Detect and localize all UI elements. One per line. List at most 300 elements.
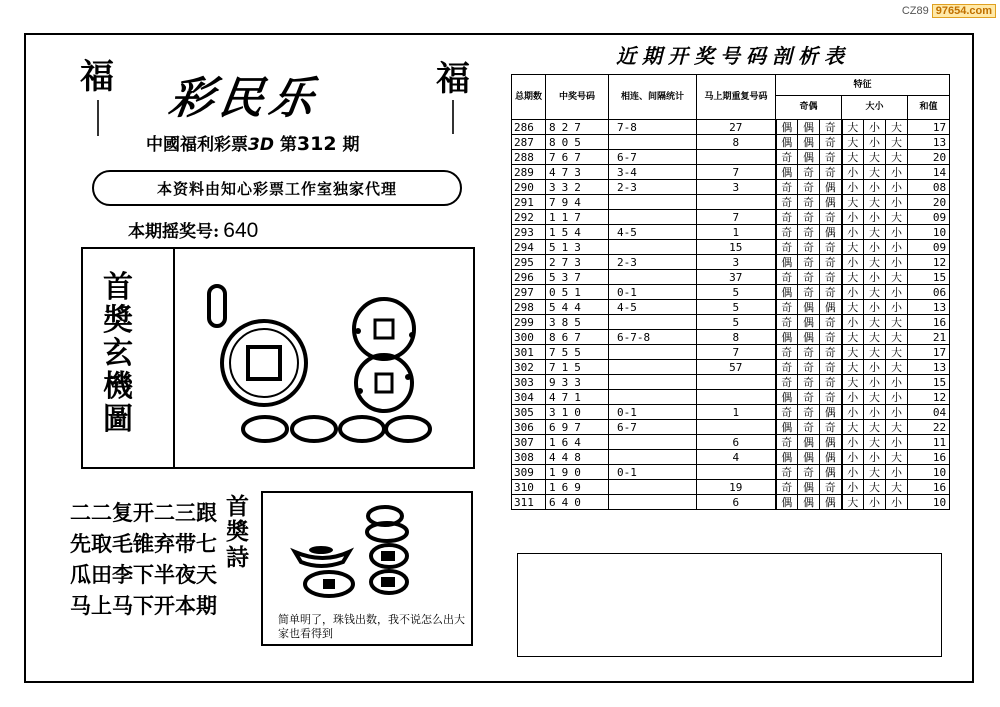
watermark-site: 97654.com <box>932 4 996 18</box>
gap-cell <box>609 435 697 450</box>
number-cell: 827 <box>546 120 609 135</box>
odd-even-cell: 偶 <box>798 450 820 465</box>
big-small-cell: 大 <box>842 360 864 375</box>
odd-even-cell: 偶 <box>776 495 798 510</box>
table-row <box>512 495 950 510</box>
big-small-cell: 大 <box>864 315 886 330</box>
big-small-cell: 小 <box>842 255 864 270</box>
big-small-cell: 大 <box>864 345 886 360</box>
odd-even-cell: 偶 <box>820 495 842 510</box>
number-cell: 697 <box>546 420 609 435</box>
odd-even-cell: 奇 <box>776 345 798 360</box>
issue-mid: 第 <box>279 135 297 155</box>
period-cell: 308 <box>512 450 546 465</box>
big-small-cell: 大 <box>886 150 908 165</box>
issue-line <box>146 130 359 155</box>
big-small-cell: 大 <box>842 135 864 150</box>
sum-cell: 04 <box>908 405 950 420</box>
odd-even-cell: 奇 <box>776 405 798 420</box>
big-small-cell: 小 <box>886 180 908 195</box>
analysis-table <box>511 74 950 510</box>
big-small-cell: 大 <box>864 420 886 435</box>
big-small-cell: 大 <box>842 270 864 285</box>
big-small-cell: 小 <box>842 180 864 195</box>
big-small-cell: 小 <box>886 300 908 315</box>
period-cell: 306 <box>512 420 546 435</box>
repeat-cell: 7 <box>697 345 776 360</box>
puzzle-label-char: 玄 <box>103 336 133 371</box>
period-cell: 292 <box>512 210 546 225</box>
big-small-cell: 大 <box>886 120 908 135</box>
header-period: 总期数 <box>512 75 546 120</box>
odd-even-cell: 偶 <box>776 165 798 180</box>
gap-cell <box>609 375 697 390</box>
repeat-cell: 3 <box>697 180 776 195</box>
odd-even-cell: 奇 <box>798 420 820 435</box>
big-small-cell: 小 <box>842 315 864 330</box>
number-cell: 164 <box>546 435 609 450</box>
puzzle-box <box>81 247 475 469</box>
gap-cell <box>609 135 697 150</box>
odd-even-cell: 偶 <box>820 450 842 465</box>
table-row <box>512 225 950 240</box>
gap-cell: 6-7 <box>609 150 697 165</box>
gap-cell <box>609 480 697 495</box>
big-small-cell: 小 <box>864 240 886 255</box>
sum-cell: 13 <box>908 300 950 315</box>
gap-cell <box>609 450 697 465</box>
number-cell: 794 <box>546 195 609 210</box>
number-cell: 640 <box>546 495 609 510</box>
big-small-cell: 大 <box>886 135 908 150</box>
table-row <box>512 345 950 360</box>
odd-even-cell: 奇 <box>798 270 820 285</box>
big-small-cell: 小 <box>864 210 886 225</box>
number-cell: 805 <box>546 135 609 150</box>
odd-even-cell: 奇 <box>798 165 820 180</box>
big-small-cell: 大 <box>864 465 886 480</box>
big-small-cell: 小 <box>886 225 908 240</box>
table-row <box>512 420 950 435</box>
odd-even-cell: 偶 <box>798 480 820 495</box>
period-cell: 290 <box>512 180 546 195</box>
odd-even-cell: 奇 <box>776 300 798 315</box>
table-row <box>512 240 950 255</box>
table-row <box>512 180 950 195</box>
big-small-cell: 大 <box>886 420 908 435</box>
treasure-picture <box>283 498 458 610</box>
big-small-cell: 大 <box>842 375 864 390</box>
draw-label: 本期摇奖号: <box>128 222 220 242</box>
period-cell: 311 <box>512 495 546 510</box>
period-cell: 302 <box>512 360 546 375</box>
repeat-cell: 4 <box>697 450 776 465</box>
coin-picture <box>176 251 472 465</box>
sum-cell: 10 <box>908 495 950 510</box>
odd-even-cell: 奇 <box>820 255 842 270</box>
issue-prefix: 中國福利彩票 <box>146 135 248 155</box>
poem-label <box>226 494 249 570</box>
big-small-cell: 小 <box>886 465 908 480</box>
number-cell: 933 <box>546 375 609 390</box>
big-small-cell: 小 <box>886 375 908 390</box>
gap-cell: 2-3 <box>609 180 697 195</box>
gap-cell <box>609 360 697 375</box>
odd-even-cell: 奇 <box>776 360 798 375</box>
big-small-cell: 大 <box>864 165 886 180</box>
table-row <box>512 480 950 495</box>
table-row <box>512 330 950 345</box>
odd-even-cell: 奇 <box>776 180 798 195</box>
odd-even-cell: 奇 <box>776 240 798 255</box>
period-cell: 288 <box>512 150 546 165</box>
gap-cell: 7-8 <box>609 120 697 135</box>
odd-even-cell: 偶 <box>798 315 820 330</box>
repeat-cell: 6 <box>697 495 776 510</box>
repeat-cell <box>697 465 776 480</box>
poem-line: 马上马下开本期 <box>70 594 217 618</box>
table-row <box>512 375 950 390</box>
period-cell: 310 <box>512 480 546 495</box>
repeat-cell <box>697 390 776 405</box>
odd-even-cell: 奇 <box>798 255 820 270</box>
sum-cell: 20 <box>908 150 950 165</box>
odd-even-cell: 奇 <box>798 345 820 360</box>
poem-label-char: 詩 <box>226 543 249 571</box>
odd-even-cell: 偶 <box>798 435 820 450</box>
sum-cell: 22 <box>908 420 950 435</box>
big-small-cell: 小 <box>842 480 864 495</box>
big-small-cell: 小 <box>886 285 908 300</box>
repeat-cell: 15 <box>697 240 776 255</box>
big-small-cell: 大 <box>864 225 886 240</box>
gap-cell <box>609 345 697 360</box>
table-title: 近期开奖号码剖析表 <box>616 44 850 68</box>
odd-even-cell: 偶 <box>820 300 842 315</box>
table-row <box>512 315 950 330</box>
gap-cell <box>609 240 697 255</box>
gap-cell: 0-1 <box>609 285 697 300</box>
table-row <box>512 390 950 405</box>
puzzle-divider <box>173 249 175 467</box>
table-body <box>512 120 950 510</box>
gap-cell: 6-7 <box>609 420 697 435</box>
gap-cell: 4-5 <box>609 300 697 315</box>
period-cell: 291 <box>512 195 546 210</box>
repeat-cell: 3 <box>697 255 776 270</box>
fu-right: 福 <box>436 59 470 99</box>
big-small-cell: 小 <box>864 495 886 510</box>
odd-even-cell: 奇 <box>776 375 798 390</box>
header-gap: 相连、间隔统计 <box>609 75 697 120</box>
period-cell: 309 <box>512 465 546 480</box>
odd-even-cell: 偶 <box>776 420 798 435</box>
period-cell: 305 <box>512 405 546 420</box>
odd-even-cell: 奇 <box>820 135 842 150</box>
odd-even-cell: 奇 <box>798 240 820 255</box>
table-row <box>512 300 950 315</box>
big-small-cell: 小 <box>864 120 886 135</box>
number-cell: 471 <box>546 390 609 405</box>
big-small-cell: 小 <box>886 255 908 270</box>
repeat-cell: 1 <box>697 405 776 420</box>
big-small-cell: 小 <box>886 165 908 180</box>
odd-even-cell: 奇 <box>820 330 842 345</box>
odd-even-cell: 奇 <box>776 435 798 450</box>
big-small-cell: 小 <box>864 375 886 390</box>
sum-cell: 13 <box>908 135 950 150</box>
period-cell: 298 <box>512 300 546 315</box>
big-small-cell: 小 <box>886 405 908 420</box>
odd-even-cell: 奇 <box>776 480 798 495</box>
period-cell: 307 <box>512 435 546 450</box>
number-cell: 169 <box>546 480 609 495</box>
odd-even-cell: 偶 <box>820 435 842 450</box>
period-cell: 303 <box>512 375 546 390</box>
big-small-cell: 大 <box>842 240 864 255</box>
odd-even-cell: 奇 <box>820 480 842 495</box>
big-small-cell: 大 <box>864 435 886 450</box>
puzzle-label-char: 圖 <box>103 402 133 437</box>
agency-banner: 本资料由知心彩票工作室独家代理 <box>92 170 462 206</box>
odd-even-cell: 奇 <box>798 225 820 240</box>
sum-cell: 17 <box>908 120 950 135</box>
sum-cell: 06 <box>908 285 950 300</box>
odd-even-cell: 奇 <box>820 165 842 180</box>
odd-even-cell: 奇 <box>798 405 820 420</box>
odd-even-cell: 偶 <box>776 120 798 135</box>
sum-cell: 16 <box>908 480 950 495</box>
odd-even-cell: 偶 <box>820 180 842 195</box>
number-cell: 310 <box>546 405 609 420</box>
odd-even-cell: 奇 <box>820 315 842 330</box>
page-title: 彩民乐 <box>165 73 323 124</box>
repeat-cell: 5 <box>697 315 776 330</box>
watermark <box>902 2 996 20</box>
big-small-cell: 小 <box>886 195 908 210</box>
odd-even-cell: 奇 <box>820 285 842 300</box>
period-cell: 301 <box>512 345 546 360</box>
gap-cell <box>609 210 697 225</box>
issue-game: 3D <box>248 135 274 155</box>
odd-even-cell: 偶 <box>798 150 820 165</box>
sum-cell: 21 <box>908 330 950 345</box>
big-small-cell: 大 <box>886 360 908 375</box>
table-row <box>512 270 950 285</box>
sum-cell: 10 <box>908 225 950 240</box>
odd-even-cell: 偶 <box>776 135 798 150</box>
odd-even-cell: 奇 <box>798 180 820 195</box>
odd-even-cell: 偶 <box>820 465 842 480</box>
big-small-cell: 小 <box>864 270 886 285</box>
odd-even-cell: 奇 <box>798 285 820 300</box>
odd-even-cell: 奇 <box>776 195 798 210</box>
number-cell: 448 <box>546 450 609 465</box>
big-small-cell: 小 <box>864 360 886 375</box>
odd-even-cell: 偶 <box>776 285 798 300</box>
number-cell: 544 <box>546 300 609 315</box>
big-small-cell: 小 <box>864 405 886 420</box>
odd-even-cell: 偶 <box>776 330 798 345</box>
odd-even-cell: 偶 <box>776 255 798 270</box>
sum-cell: 15 <box>908 270 950 285</box>
big-small-cell: 小 <box>886 435 908 450</box>
repeat-cell <box>697 150 776 165</box>
odd-even-cell: 偶 <box>798 495 820 510</box>
odd-even-cell: 奇 <box>776 315 798 330</box>
sum-cell: 17 <box>908 345 950 360</box>
number-cell: 273 <box>546 255 609 270</box>
poem-label-char: 首 <box>226 493 249 520</box>
gap-cell <box>609 270 697 285</box>
big-small-cell: 小 <box>842 165 864 180</box>
tassel-right <box>452 100 454 134</box>
big-small-cell: 大 <box>864 255 886 270</box>
sum-cell: 10 <box>908 465 950 480</box>
odd-even-cell: 偶 <box>798 330 820 345</box>
repeat-cell <box>697 375 776 390</box>
big-small-cell: 大 <box>842 495 864 510</box>
big-small-cell: 大 <box>842 195 864 210</box>
poem-line: 瓜田李下半夜天 <box>70 563 217 587</box>
odd-even-cell: 奇 <box>820 120 842 135</box>
sum-cell: 09 <box>908 210 950 225</box>
odd-even-cell: 偶 <box>798 300 820 315</box>
odd-even-cell: 奇 <box>820 420 842 435</box>
gap-cell: 2-3 <box>609 255 697 270</box>
repeat-cell: 8 <box>697 330 776 345</box>
odd-even-cell: 奇 <box>820 375 842 390</box>
empty-notes-box <box>517 553 942 657</box>
sum-cell: 15 <box>908 375 950 390</box>
odd-even-cell: 奇 <box>776 225 798 240</box>
period-cell: 294 <box>512 240 546 255</box>
tassel-left <box>97 100 99 136</box>
puzzle-label <box>103 271 133 436</box>
sum-cell: 09 <box>908 240 950 255</box>
big-small-cell: 小 <box>886 390 908 405</box>
number-cell: 537 <box>546 270 609 285</box>
repeat-cell: 5 <box>697 300 776 315</box>
period-cell: 304 <box>512 390 546 405</box>
number-cell: 051 <box>546 285 609 300</box>
period-cell: 300 <box>512 330 546 345</box>
odd-even-cell: 奇 <box>776 210 798 225</box>
odd-even-cell: 奇 <box>776 270 798 285</box>
big-small-cell: 大 <box>842 300 864 315</box>
gap-cell <box>609 495 697 510</box>
repeat-cell: 5 <box>697 285 776 300</box>
table-row <box>512 165 950 180</box>
poem-label-char: 奬 <box>226 518 249 546</box>
header-odd-even: 奇偶 <box>776 96 842 120</box>
big-small-cell: 大 <box>842 345 864 360</box>
number-cell: 117 <box>546 210 609 225</box>
period-cell: 296 <box>512 270 546 285</box>
number-cell: 767 <box>546 150 609 165</box>
repeat-cell: 8 <box>697 135 776 150</box>
odd-even-cell: 奇 <box>776 150 798 165</box>
big-small-cell: 小 <box>886 495 908 510</box>
poem-line: 二二复开二三跟 <box>70 501 217 525</box>
big-small-cell: 大 <box>864 390 886 405</box>
odd-even-cell: 奇 <box>798 465 820 480</box>
odd-even-cell: 偶 <box>820 405 842 420</box>
poem <box>70 498 217 622</box>
big-small-cell: 小 <box>842 225 864 240</box>
big-small-cell: 小 <box>864 180 886 195</box>
header-repeat: 马上期重复号码 <box>697 75 776 120</box>
number-cell: 715 <box>546 360 609 375</box>
gap-cell <box>609 315 697 330</box>
gap-cell <box>609 390 697 405</box>
odd-even-cell: 奇 <box>820 360 842 375</box>
big-small-cell: 小 <box>842 285 864 300</box>
sum-cell: 08 <box>908 180 950 195</box>
repeat-cell: 57 <box>697 360 776 375</box>
poem-picture-box <box>261 491 473 646</box>
number-cell: 154 <box>546 225 609 240</box>
big-small-cell: 小 <box>842 450 864 465</box>
big-small-cell: 大 <box>886 345 908 360</box>
odd-even-cell: 偶 <box>776 390 798 405</box>
table-row <box>512 120 950 135</box>
big-small-cell: 大 <box>842 150 864 165</box>
odd-even-cell: 奇 <box>776 465 798 480</box>
table-row <box>512 210 950 225</box>
number-cell: 867 <box>546 330 609 345</box>
header-number: 中奖号码 <box>546 75 609 120</box>
gap-cell <box>609 195 697 210</box>
repeat-cell: 1 <box>697 225 776 240</box>
odd-even-cell: 奇 <box>820 390 842 405</box>
table-row <box>512 360 950 375</box>
odd-even-cell: 奇 <box>798 360 820 375</box>
puzzle-label-char: 首 <box>103 270 133 305</box>
big-small-cell: 小 <box>842 390 864 405</box>
period-cell: 289 <box>512 165 546 180</box>
issue-number: 312 <box>296 133 337 155</box>
table-row <box>512 465 950 480</box>
odd-even-cell: 奇 <box>820 240 842 255</box>
gap-cell: 4-5 <box>609 225 697 240</box>
big-small-cell: 大 <box>842 420 864 435</box>
table-row <box>512 450 950 465</box>
number-cell: 385 <box>546 315 609 330</box>
header-sum: 和值 <box>908 96 950 120</box>
header-big-small: 大小 <box>842 96 908 120</box>
table-row <box>512 435 950 450</box>
big-small-cell: 大 <box>864 195 886 210</box>
big-small-cell: 小 <box>842 210 864 225</box>
number-cell: 332 <box>546 180 609 195</box>
table-row <box>512 255 950 270</box>
repeat-cell: 7 <box>697 210 776 225</box>
big-small-cell: 小 <box>842 465 864 480</box>
issue-suffix: 期 <box>342 135 360 155</box>
gap-cell: 0-1 <box>609 405 697 420</box>
header-feature: 特征 <box>776 75 950 96</box>
fu-left: 福 <box>80 57 114 97</box>
repeat-cell: 37 <box>697 270 776 285</box>
odd-even-cell: 偶 <box>820 195 842 210</box>
number-cell: 755 <box>546 345 609 360</box>
draw-number-line <box>128 217 258 243</box>
repeat-cell <box>697 195 776 210</box>
sum-cell: 16 <box>908 450 950 465</box>
big-small-cell: 小 <box>864 135 886 150</box>
odd-even-cell: 偶 <box>820 225 842 240</box>
